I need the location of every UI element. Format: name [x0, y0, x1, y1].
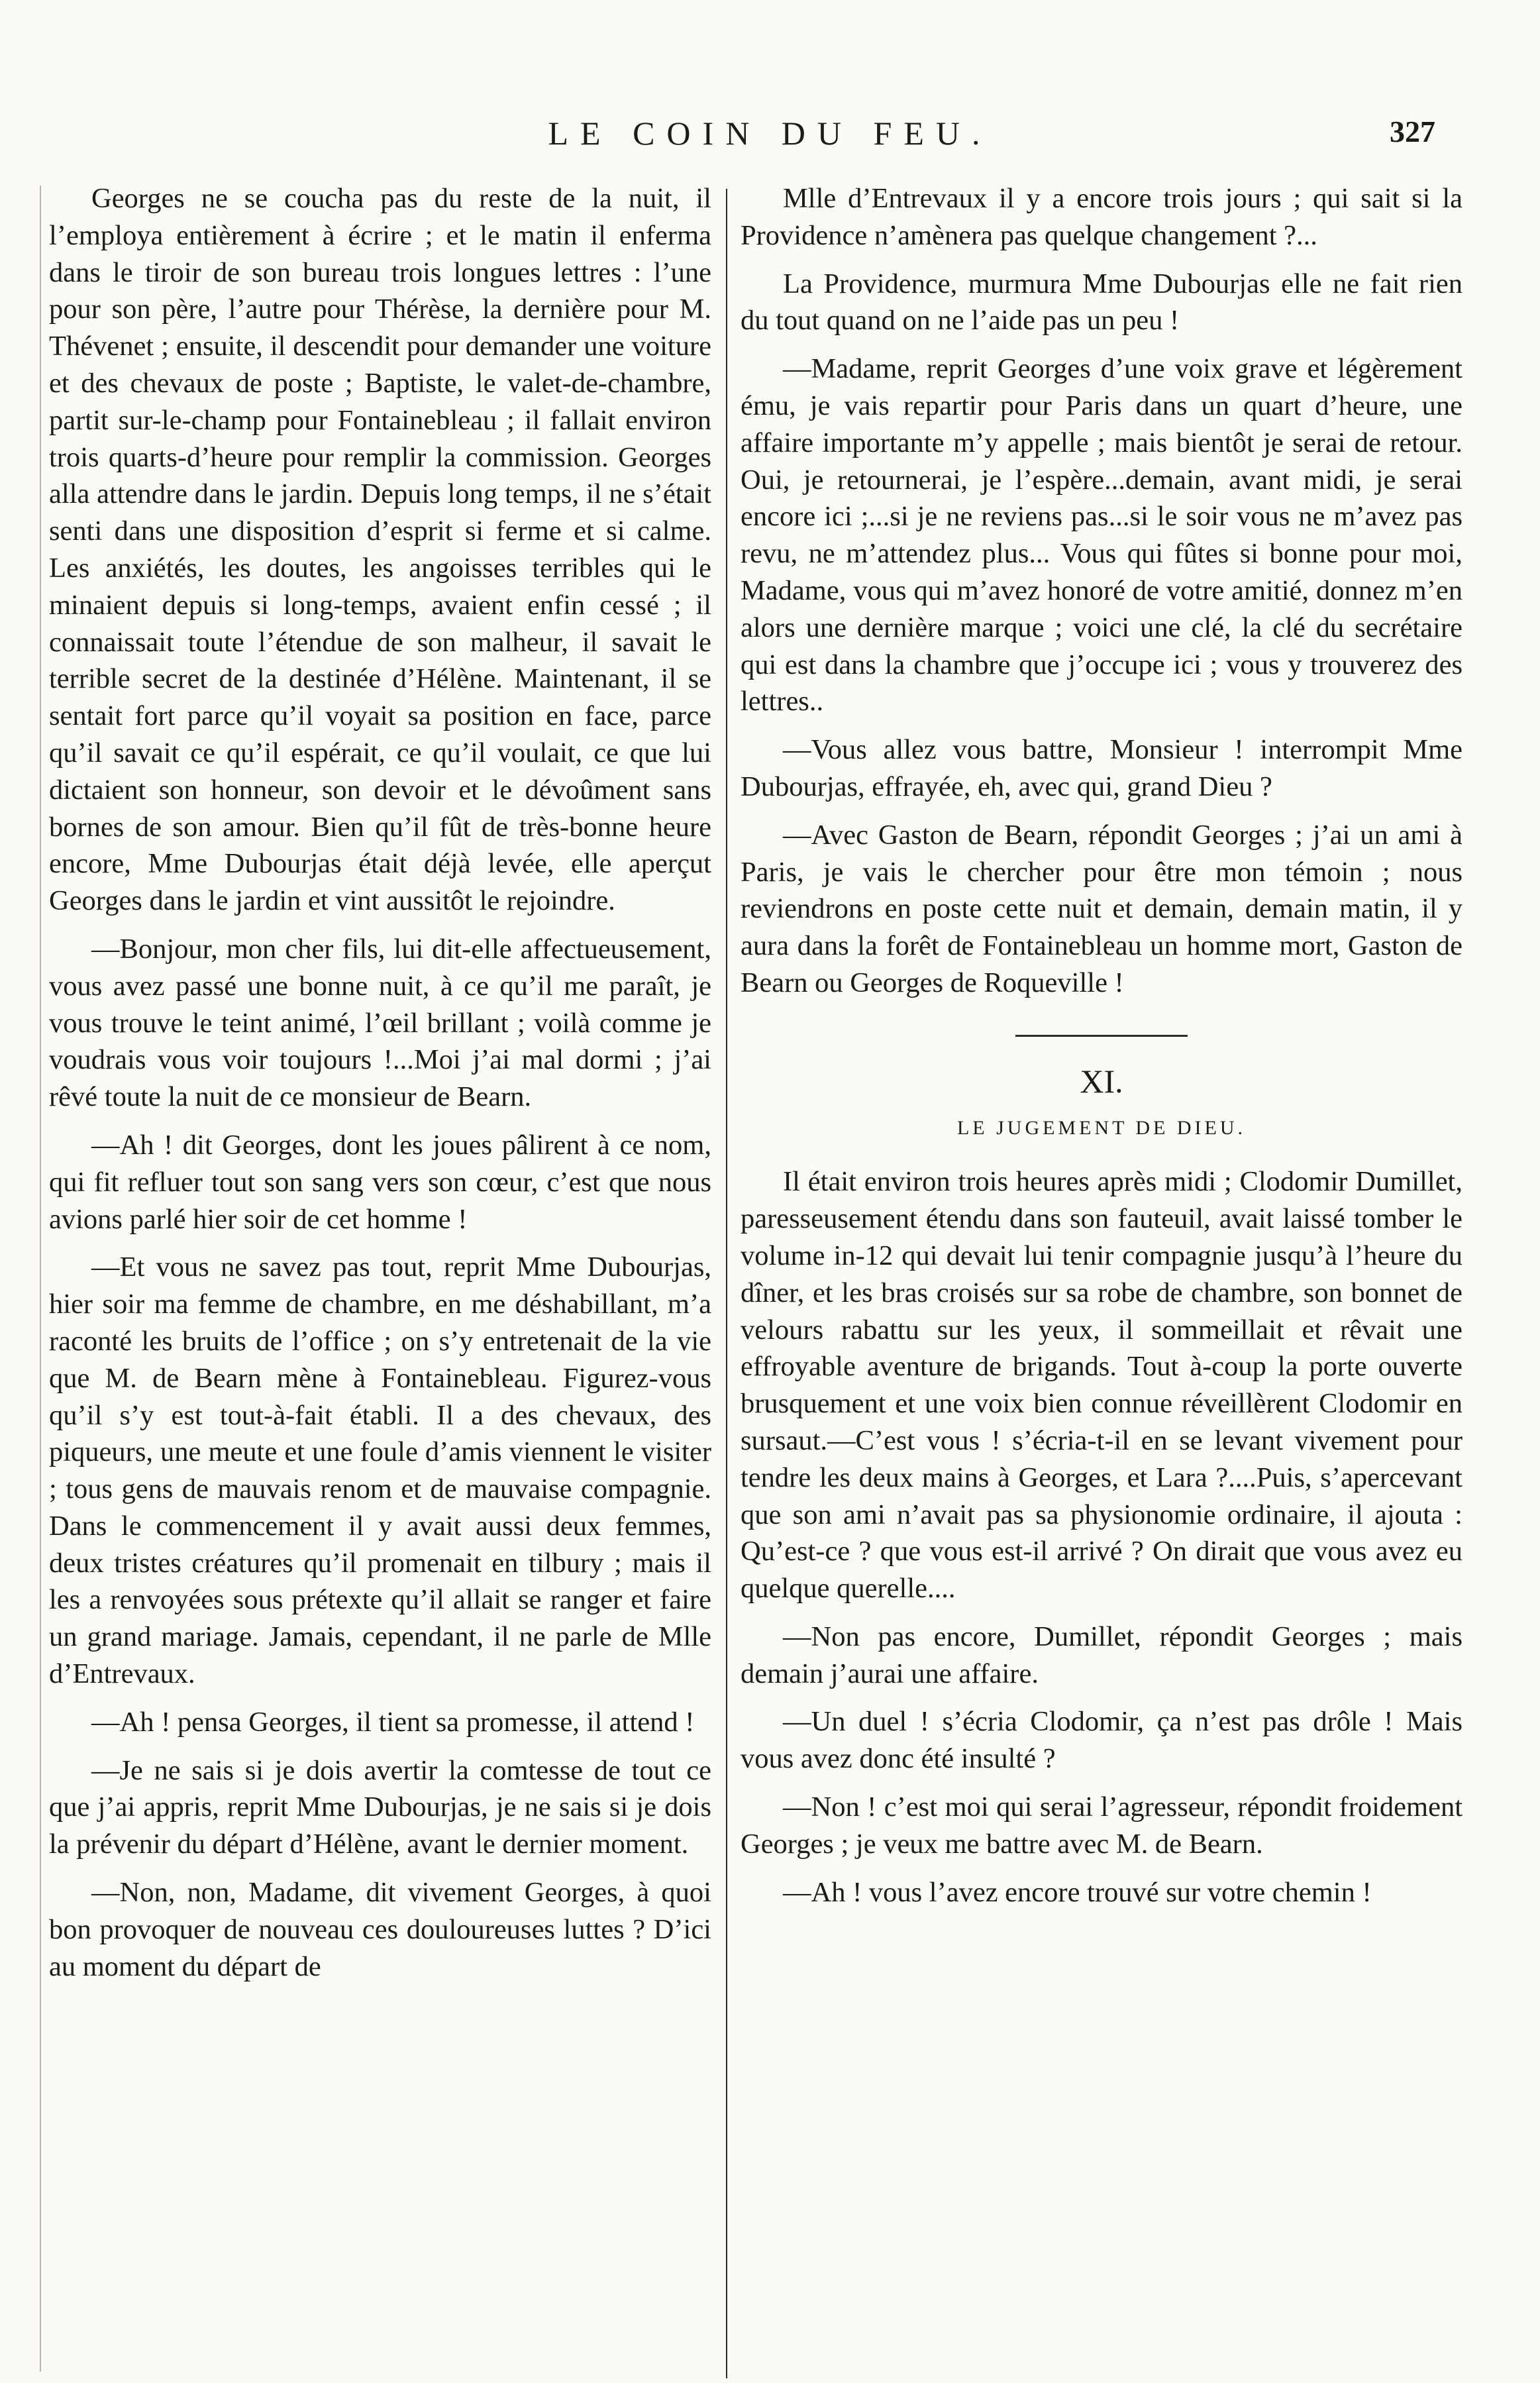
paragraph: —Ah ! vous l’avez encore trouvé sur votre chemin !: [783, 1876, 1372, 1908]
paragraph: —Bonjour, mon cher fils, lui dit-elle affectueusement, vous avez passé une bonne nuit, à ce qu’il me paraît, je vous trouve le teint animé, l’œil brillant ; voilà comme je voudrais vous voir toujours !...Moi j’ai mal dormi ; j’ai rêvé toute la nuit de ce monsieur de Bearn.: [49, 933, 711, 1113]
left-column: [49, 180, 711, 1996]
running-head: [0, 114, 1540, 160]
section-divider: [1015, 1035, 1188, 1037]
paragraph: —Madame, reprit Georges d’une voix grave et légèrement ému, je vais repartir pour Paris dans un quart d’heure, une affaire importante m’y appelle ; mais bientôt je serai de retour. Oui, je retournerai, je l’espère...demain, avant midi, je serai encore ici ;...si je ne reviens pas...si le soir vous ne m’avez pas revu, ne m’attendez plus... Vous qui fûtes si bonne pour moi, Madame, vous qui m’avez honoré de votre amitié, donnez m’en alors une dernière marque ; voici une clé, la clé du secrétaire qui est dans la chambre que j’occupe ici ; vous y trouverez des lettres..: [741, 353, 1463, 717]
running-head-title: LE COIN DU FEU.: [548, 115, 992, 152]
page-number: 327: [1390, 115, 1435, 148]
chapter-number: XI.: [1080, 1062, 1123, 1100]
paragraph: La Providence, murmura Mme Dubourjas elle ne fait rien du tout quand on ne l’aide pas un peu !: [741, 268, 1463, 337]
paragraph: Mlle d’Entrevaux il y a encore trois jours ; qui sait si la Providence n’amènera pas quelque changement ?...: [741, 183, 1463, 251]
page-edge-line: [40, 185, 41, 2372]
paragraph: —Un duel ! s’écria Clodomir, ça n’est pas drôle ! Mais vous avez donc été insulté ?: [741, 1706, 1463, 1775]
paragraph: —Vous allez vous battre, Monsieur ! interrompit Mme Dubourjas, effrayée, eh, avec qui, grand Dieu ?: [741, 734, 1463, 802]
paragraph: Il était environ trois heures après midi ; Clodomir Dumillet, paresseusement étendu dans son fauteuil, avait laissé tomber le volume in-12 qui devait lui tenir compagnie jusqu’à l’heure du dîner, et les bras croisés sur sa robe de chambre, son bonnet de velours rabattu sur les yeux, il sommeillait et rêvait une effroyable aventure de brigands. Tout à-coup la porte ouverte brusquement et une voix bien connue réveillèrent Clodomir en sursaut.—C’est vous ! s’écria-t-il en se levant vivement pour tendre les deux mains à Georges, et Lara ?....Puis, s’apercevant que son ami n’avait pas sa physionomie ordinaire, il ajouta : Qu’est-ce ? que vous est-il arrivé ? On dirait que vous avez eu quelque querelle....: [741, 1166, 1463, 1605]
paragraph: —Non pas encore, Dumillet, répondit Georges ; mais demain j’aurai une affaire.: [741, 1620, 1463, 1689]
paragraph: —Non ! c’est moi qui serai l’agresseur, répondit froidement Georges ; je veux me battre avec M. de Bearn.: [741, 1791, 1463, 1860]
paragraph: —Ah ! dit Georges, dont les joues pâlirent à ce nom, qui fit refluer tout son sang vers son cœur, c’est que nous avions parlé hier soir de cet homme !: [49, 1129, 711, 1235]
column-divider: [726, 189, 727, 2378]
paragraph: —Je ne sais si je dois avertir la comtesse de tout ce que j’ai appris, reprit Mme Dubourjas, je ne sais si je dois la prévenir du départ d’Hélène, avant le dernier moment.: [49, 1754, 711, 1860]
right-column: [741, 180, 1463, 1922]
paragraph: —Avec Gaston de Bearn, répondit Georges ; j’ai un ami à Paris, je vais le chercher pour être mon témoin ; nous reviendrons en poste cette nuit et demain, demain matin, il y aura dans la forêt de Fontainebleau un homme mort, Gaston de Bearn ou Georges de Roqueville !: [741, 819, 1463, 998]
chapter-title: LE JUGEMENT DE DIEU.: [956, 1116, 1247, 1139]
paragraph: Georges ne se coucha pas du reste de la nuit, il l’employa entièrement à écrire ; et le matin il enferma dans le tiroir de son bureau trois longues lettres : l’une pour son père, l’autre pour Thérèse, la dernière pour M. Thévenet ; ensuite, il descendit pour demander une voiture et des chevaux de poste ; Baptiste, le valet-de-chambre, partit sur-le-champ pour Fontainebleau ; il fallait environ trois quarts-d’heure pour remplir la commission. Georges alla attendre dans le jardin. Depuis long temps, il ne s’était senti dans une disposition d’esprit si ferme et si calme. Les anxiétés, les doutes, les angoisses terribles qui le minaient depuis si long-temps, avaient enfin cessé ; il connaissait toute l’étendue de son malheur, il savait le terrible secret de la destinée d’Hélène. Maintenant, il se sentait fort parce qu’il voyait sa position en face, parce qu’il savait ce qu’il espérait, ce qu’il voulait, ce que lui dictaient son honneur, son devoir et le dévoûment sans bornes de son amour. Bien qu’il fût de très-bonne heure encore, Mme Dubourjas était déjà levée, elle aperçut Georges dans le jardin et vint aussitôt le rejoindre.: [49, 183, 711, 917]
paragraph: —Et vous ne savez pas tout, reprit Mme Dubourjas, hier soir ma femme de chambre, en me déshabillant, m’a raconté les bruits de l’office ; on s’y entretenait de la vie que M. de Bearn mène à Fontainebleau. Figurez-vous qu’il s’y est tout-à-fait établi. Il a des chevaux, des piqueurs, une meute et une foule d’amis viennent le visiter ; tous gens de mauvais renom et de mauvaise compagnie. Dans le commencement il y avait aussi deux femmes, deux tristes créatures qu’il promenait en tilbury ; mais il les a renvoyées sous prétexte qu’il allait se ranger et faire un grand mariage. Jamais, cependant, il ne parle de Mlle d’Entrevaux.: [49, 1251, 711, 1690]
paragraph: —Ah ! pensa Georges, il tient sa promesse, il attend !: [91, 1706, 695, 1738]
paragraph: —Non, non, Madame, dit vivement Georges, à quoi bon provoquer de nouveau ces douloureuses luttes ? D’ici au moment du départ de: [49, 1877, 711, 1982]
